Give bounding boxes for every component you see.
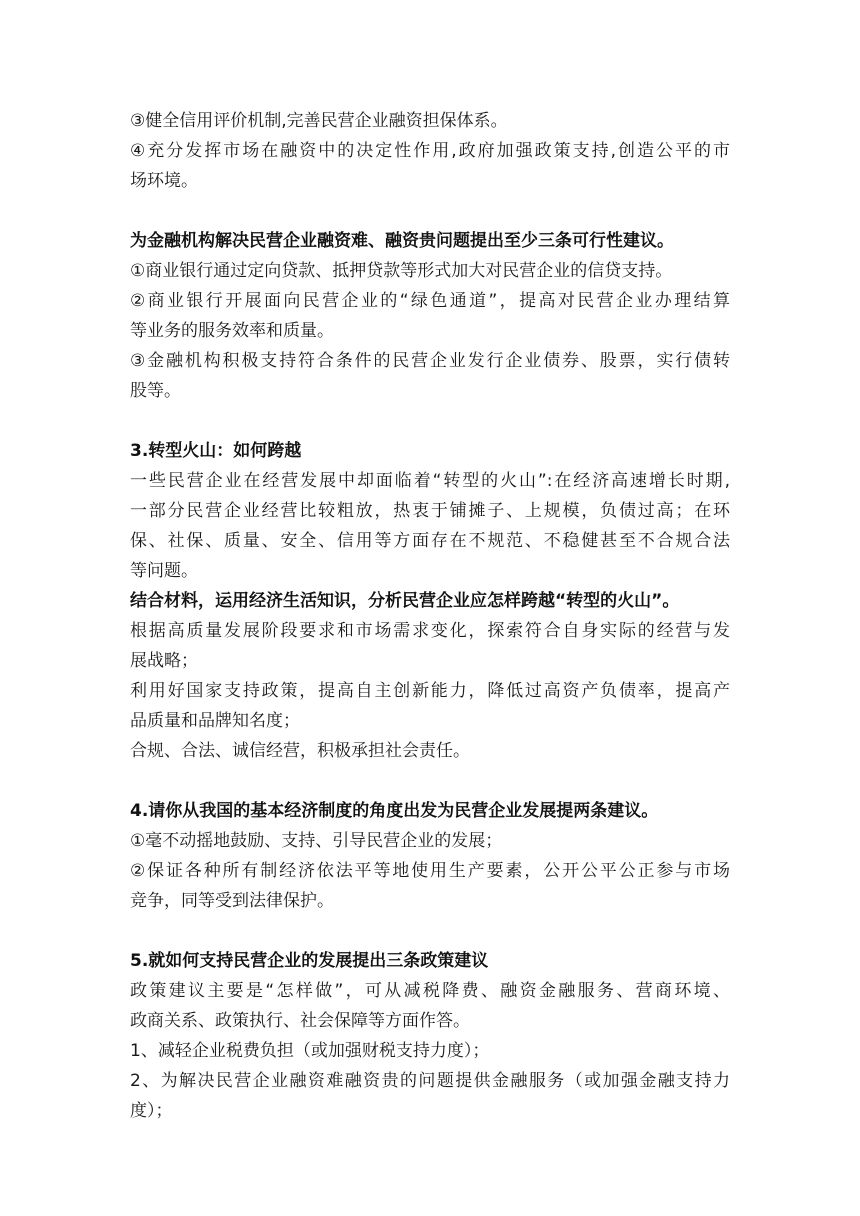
text-line: 政商关系、政策执行、社会保障等方面作答。 xyxy=(130,1011,470,1031)
section-heading: 为金融机构解决民营企业融资难、融资贵问题提出至少三条可行性建议。 xyxy=(130,231,674,251)
text-line: 展战略； xyxy=(130,651,198,671)
text-line: ③健全信用评价机制,完善民营企业融资担保体系。 xyxy=(130,111,508,131)
text-line: 度）； xyxy=(130,1101,173,1121)
text-line: 股等。 xyxy=(130,381,181,401)
text-line: 场环境。 xyxy=(130,171,198,191)
text-line: 一部分民营企业经营比较粗放，热衷于铺摊子、上规模，负债过高；在环 xyxy=(130,501,730,521)
section-heading: 3.转型火山：如何跨越 xyxy=(130,441,302,461)
text-line: ②保证各种所有制经济依法平等地使用生产要素，公开公平公正参与市场 xyxy=(130,861,730,881)
paragraph-gap xyxy=(130,196,730,226)
paragraph-gap xyxy=(130,916,730,946)
text-line: 竞争，同等受到法律保护。 xyxy=(130,891,334,911)
text-line: 保、社保、质量、安全、信用等方面存在不规范、不稳健甚至不合规合法 xyxy=(130,531,730,551)
paragraph-gap xyxy=(130,766,730,796)
document-page xyxy=(130,106,730,1126)
text-line: 1、减轻企业税费负担（或加强财税支持力度）； xyxy=(130,1041,490,1061)
text-line: 等业务的服务效率和质量。 xyxy=(130,321,334,341)
text-line: 品质量和品牌知名度； xyxy=(130,711,300,731)
text-line: 2、为解决民营企业融资难融资贵的问题提供金融服务（或加强金融支持力 xyxy=(130,1071,730,1091)
paragraph-gap xyxy=(130,406,730,436)
section-heading: 4.请你从我国的基本经济制度的角度出发为民营企业发展提两条建议。 xyxy=(130,801,659,821)
text-line: ①商业银行通过定向贷款、抵押贷款等形式加大对民营企业的信贷支持。 xyxy=(130,261,673,281)
text-line: 根据高质量发展阶段要求和市场需求变化，探索符合自身实际的经营与发 xyxy=(130,621,730,641)
text-line: ①毫不动摇地鼓励、支持、引导民营企业的发展； xyxy=(130,831,503,851)
text-line: 合规、合法、诚信经营，积极承担社会责任。 xyxy=(130,741,470,761)
text-line: ②商业银行开展面向民营企业的“绿色通道”，提高对民营企业办理结算 xyxy=(130,291,730,311)
text-line: ④充分发挥市场在融资中的决定性作用,政府加强政策支持,创造公平的市 xyxy=(130,141,730,161)
text-line: 等问题。 xyxy=(130,561,198,581)
text-line: ③金融机构积极支持符合条件的民营企业发行企业债券、股票，实行债转 xyxy=(130,351,730,371)
text-line: 一些民营企业在经营发展中却面临着“转型的火山”:在经济高速增长时期, xyxy=(130,471,730,491)
section-heading: 5.就如何支持民营企业的发展提出三条政策建议 xyxy=(130,951,489,971)
text-line: 利用好国家支持政策，提高自主创新能力，降低过高资产负债率，提高产 xyxy=(130,681,730,701)
text-line: 政策建议主要是“怎样做”，可从减税降费、融资金融服务、营商环境、 xyxy=(130,981,730,1001)
section-heading: 结合材料，运用经济生活知识，分析民营企业应怎样跨越“转型的火山”。 xyxy=(130,591,680,611)
